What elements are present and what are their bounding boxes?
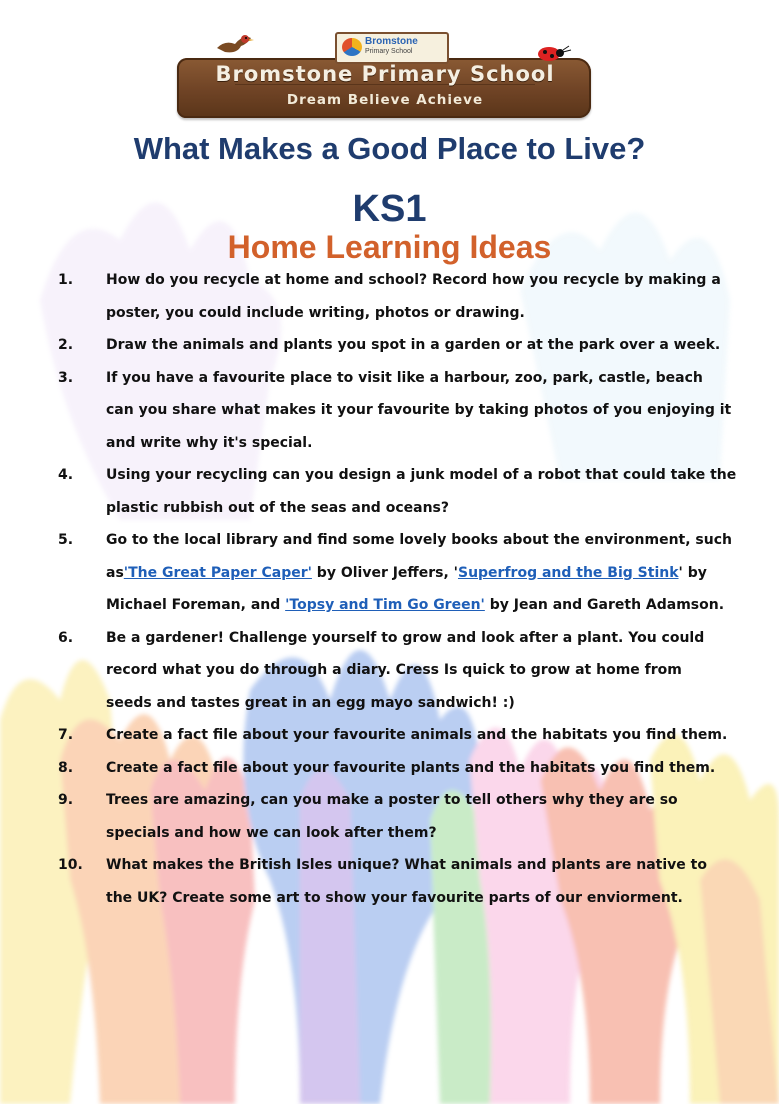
- item-text: plastic rubbish out of the seas and oceans?: [106, 499, 449, 516]
- ideas-list: [0, 264, 779, 914]
- item-number: 3.: [58, 369, 74, 386]
- item-number: 7.: [58, 727, 74, 743]
- item-text: by Jean and Gareth Adamson.: [484, 597, 725, 613]
- book-link-superfrog[interactable]: Superfrog and the Big Stink: [457, 564, 679, 581]
- book-link-great-paper-caper[interactable]: 'The Great Paper Caper': [123, 564, 312, 581]
- item-text: seeds and tastes great in an egg mayo sandwich! :): [106, 694, 515, 711]
- item-number: 1.: [58, 272, 74, 288]
- item-number: 2.: [58, 337, 74, 353]
- list-item: [0, 719, 779, 752]
- item-text: can you share what makes it your favourite by taking photos of you enjoying it: [106, 402, 732, 418]
- logo-subtext: Primary School: [365, 48, 413, 55]
- item-text: What makes the British Isles unique? What animals and plants are native to: [106, 857, 707, 873]
- item-number: 9.: [58, 792, 74, 808]
- list-item: [0, 459, 779, 524]
- school-name: Bromstone Primary School: [215, 62, 555, 86]
- list-item: [0, 362, 779, 460]
- item-text: and write why it's special.: [106, 434, 313, 451]
- ladybird-icon: [533, 42, 577, 62]
- item-text: by Oliver Jeffers, ': [311, 564, 458, 581]
- item-text: Create a fact file about your favourite plants and the habitats you find them.: [106, 759, 716, 776]
- item-text: If you have a favourite place to visit like a harbour, zoo, park, castle, beach: [106, 369, 703, 386]
- item-text: Michael Foreman, and: [106, 597, 286, 613]
- item-text: as: [106, 564, 124, 581]
- item-text: Go to the local library and find some lovely books about the environment, such: [106, 532, 733, 548]
- list-item: [0, 752, 779, 785]
- item-text: Draw the animals and plants you spot in a garden or at the park over a week.: [106, 337, 721, 353]
- list-item: [0, 524, 779, 622]
- list-item: [0, 622, 779, 720]
- key-stage-heading: KS1: [352, 188, 427, 230]
- item-number: 10.: [58, 857, 83, 873]
- item-text: Create a fact file about your favourite animals and the habitats you find them.: [106, 727, 728, 743]
- list-item: [0, 264, 779, 329]
- item-number: 4.: [58, 467, 74, 483]
- item-number: 6.: [58, 629, 74, 646]
- list-item: [0, 849, 779, 914]
- page-subtitle: Home Learning Ideas: [227, 229, 552, 265]
- item-text: specials and how we can look after them?: [106, 824, 437, 841]
- item-text: record what you do through a diary. Cress Is quick to grow at home from: [106, 662, 682, 678]
- bird-icon: [215, 28, 255, 58]
- book-link-topsy-and-tim[interactable]: 'Topsy and Tim Go Green': [285, 597, 485, 613]
- item-text: the UK? Create some art to show your favourite parts of our enviorment.: [106, 889, 683, 906]
- item-text: Trees are amazing, can you make a poster to tell others why they are so: [106, 792, 678, 808]
- school-motto: Dream Believe Achieve: [286, 92, 484, 108]
- item-text: Using your recycling can you design a junk model of a robot that could take the: [106, 467, 737, 483]
- list-item: [0, 784, 779, 849]
- list-item: [0, 329, 779, 362]
- logo-text: Bromstone: [365, 36, 418, 47]
- item-text: ' by: [678, 564, 707, 581]
- page-title: What Makes a Good Place to Live?: [133, 131, 646, 166]
- school-logo-icon: [342, 38, 362, 56]
- school-logo: [335, 32, 449, 64]
- item-number: 5.: [58, 532, 74, 548]
- item-number: 8.: [58, 759, 74, 776]
- school-banner: [175, 28, 595, 120]
- item-text: How do you recycle at home and school? Record how you recycle by making a: [106, 272, 721, 288]
- item-text: Be a gardener! Challenge yourself to grow and look after a plant. You could: [106, 629, 705, 646]
- item-text: poster, you could include writing, photos or drawing.: [106, 304, 525, 321]
